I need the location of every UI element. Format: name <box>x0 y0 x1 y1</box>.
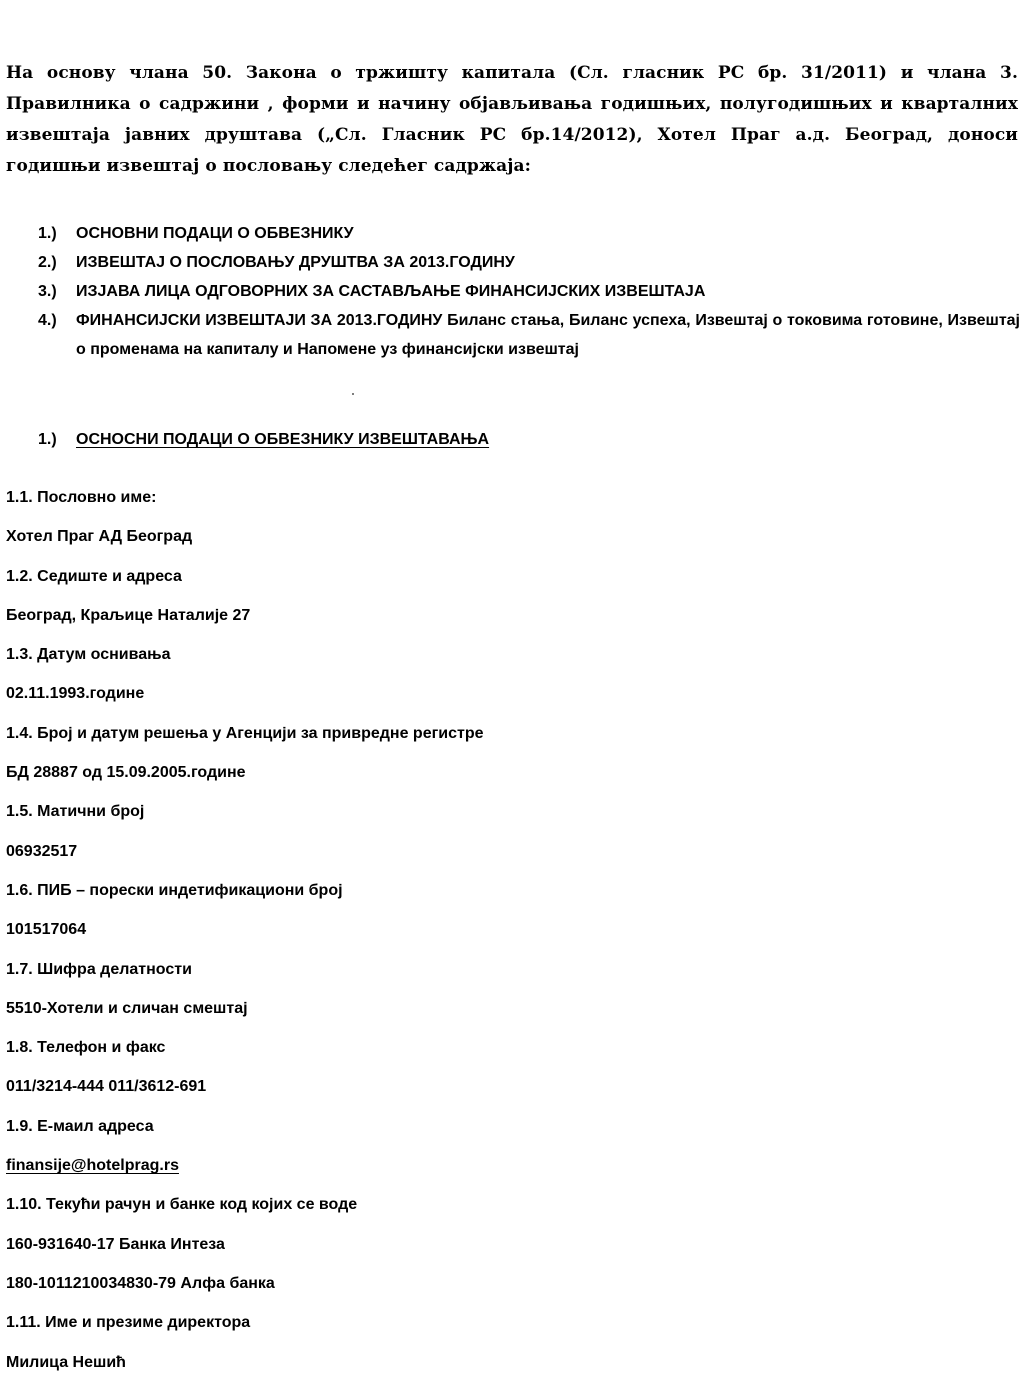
info-label: 1.7. Шифра делатности <box>6 960 192 978</box>
section-title: ОСНОСНИ ПОДАЦИ О ОБВЕЗНИКУ ИЗВЕШТАВАЊА <box>76 431 490 448</box>
info-value: 011/3214-444 011/3612-691 <box>6 1078 207 1096</box>
section-number: 1.) <box>38 431 57 448</box>
info-label: 1.4. Број и датум решења у Агенцији за привредне регистре <box>6 724 484 742</box>
info-value: Милица Нешић <box>6 1353 126 1371</box>
info-label: 1.2. Седиште и адреса <box>6 567 182 585</box>
table-of-contents <box>38 219 1020 364</box>
toc-item-text: ИЗЈАВА ЛИЦА ОДГОВОРНИХ ЗА САСТАВЉАЊЕ ФИНАНСИЈСКИХ ИЗВЕШТАЈА <box>76 283 706 300</box>
info-value: 06932517 <box>6 842 78 860</box>
info-label: 1.1. Пословно име: <box>6 489 157 506</box>
section-heading <box>38 428 489 452</box>
toc-item-text: ИЗВЕШТАЈ О ПОСЛОВАЊУ ДРУШТВА ЗА 2013.ГОДИНУ <box>76 254 515 271</box>
toc-item <box>38 219 1020 248</box>
toc-item <box>38 277 1020 306</box>
toc-item-number: 1.) <box>38 225 57 242</box>
info-value: 160-931640-17 Банка Интеза <box>6 1235 225 1253</box>
company-info <box>6 486 1006 1390</box>
info-label: 1.11. Име и презиме директора <box>6 1314 251 1332</box>
intro-paragraph: На основу члана 50. Закона о тржишту капитала (Сл. гласник РС бр. 31/2011) и члана 3. Правилника о садржини , форми и начину објављивања годишњих, полугодишњих и кварталних извештаја јавних друштава („Сл. Гласник РС бр.14/2012), Хотел Праг а.д. Београд, доноси годишњи извештај о пословању следећег садржаја: <box>6 63 1018 176</box>
info-label: 1.5. Матични број <box>6 803 145 821</box>
info-label: 1.6. ПИБ – порески индетификациони број <box>6 881 343 899</box>
toc-item-text: ОСНОВНИ ПОДАЦИ О ОБВЕЗНИКУ <box>76 225 354 242</box>
info-value: БД 28887 од 15.09.2005.године <box>6 764 246 782</box>
email-link[interactable] <box>6 1154 1006 1193</box>
email-link-text[interactable]: finansije@hotelprag.rs <box>6 1157 179 1175</box>
toc-item-number: 3.) <box>38 283 57 300</box>
speck-mark <box>352 393 354 395</box>
info-value: Београд, Краљице Наталије 27 <box>6 606 251 624</box>
info-value: Хотел Праг АД Београд <box>6 528 193 546</box>
info-label: 1.8. Телефон и факс <box>6 1039 166 1057</box>
toc-item-text: ФИНАНСИЈСКИ ИЗВЕШТАЈИ ЗА 2013.ГОДИНУ Биланс стања, Биланс успеха, Извештај о токовима готовине, Извештај о променама на капиталу и Напомене уз финансијски извештај <box>76 312 1020 358</box>
toc-item-number: 4.) <box>38 312 57 329</box>
toc-item <box>38 306 1020 364</box>
info-value: 101517064 <box>6 921 87 939</box>
info-label: 1.9. Е-маил адреса <box>6 1117 154 1135</box>
info-label: 1.3. Датум оснивања <box>6 646 171 664</box>
info-value: 180-1011210034830-79 Алфа банка <box>6 1274 275 1292</box>
toc-item <box>38 248 1020 277</box>
info-label: 1.10. Текући рачун и банке код којих се воде <box>6 1196 358 1214</box>
toc-item-number: 2.) <box>38 254 57 271</box>
info-value: 5510-Хотели и сличан смештај <box>6 999 248 1017</box>
info-value: 02.11.1993.године <box>6 685 145 703</box>
